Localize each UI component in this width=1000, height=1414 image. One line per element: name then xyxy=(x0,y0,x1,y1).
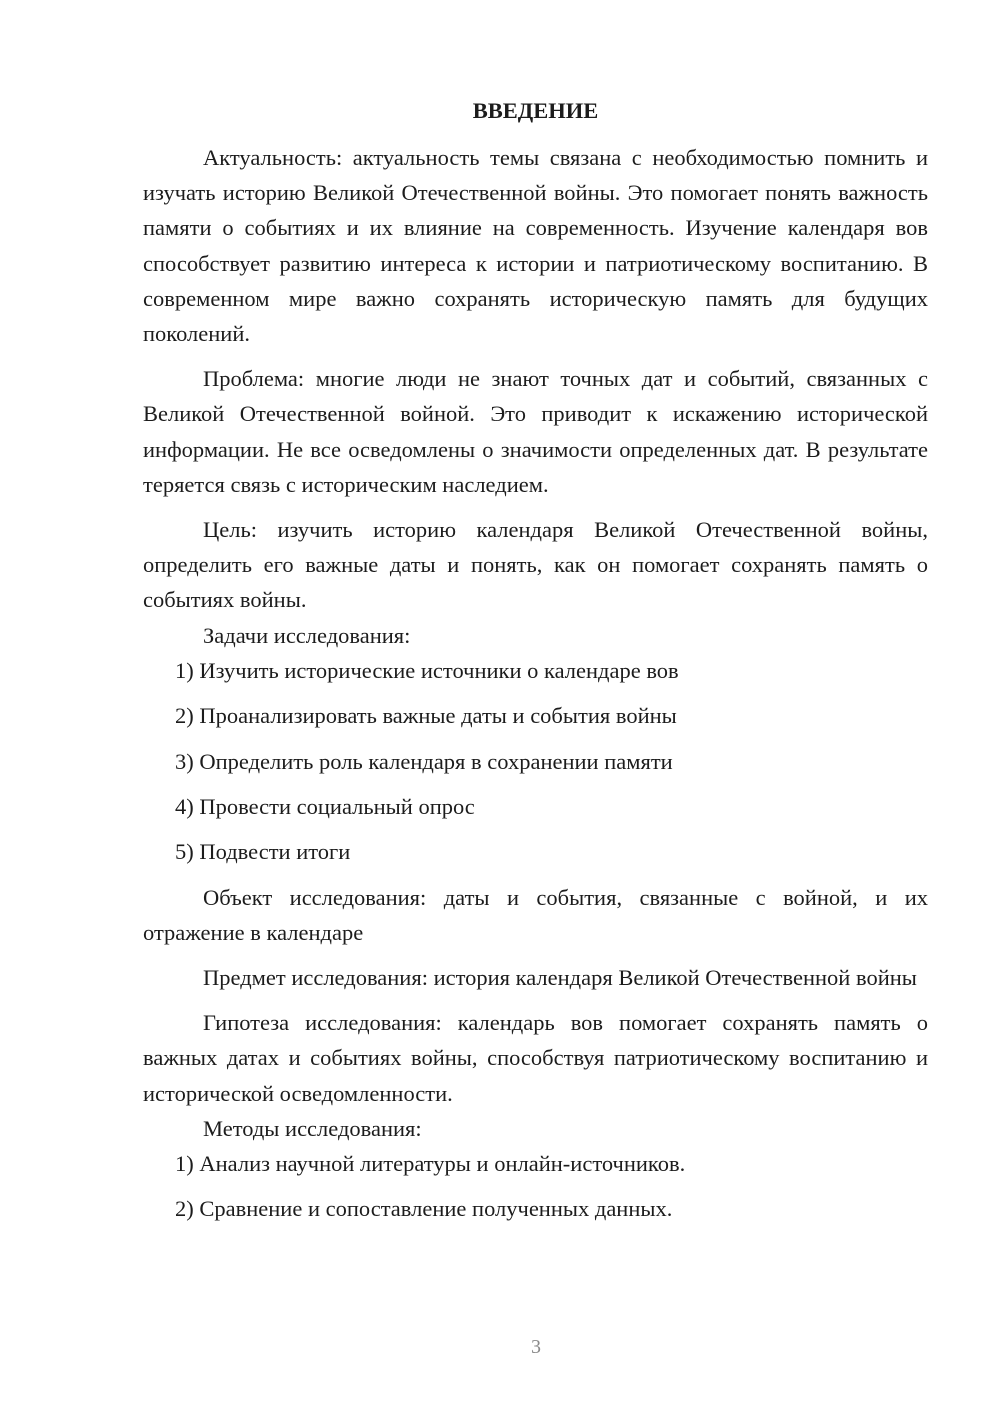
task-item: 2) Проанализировать важные даты и события войны xyxy=(175,703,677,729)
method-item: 1) Анализ научной литературы и онлайн-источников. xyxy=(175,1151,686,1177)
task-item: 4) Провести социальный опрос xyxy=(175,794,475,820)
methods-list xyxy=(143,1146,928,1227)
goal-paragraph: Цель: изучить историю календаря Великой Отечественной войны, определить его важные даты и понять, как он помогает сохранять память о событиях войны. xyxy=(143,517,928,613)
subject-paragraph: Предмет исследования: история календаря Великой Отечественной войны xyxy=(203,965,917,991)
page-number: 3 xyxy=(531,1336,541,1358)
task-item: 3) Определить роль календаря в сохранении памяти xyxy=(175,748,673,774)
task-item: 1) Изучить исторические источники о календаре вов xyxy=(175,657,679,683)
page-content xyxy=(143,95,928,1227)
object-paragraph: Объект исследования: даты и события, связанные с войной, и их отражение в календаре xyxy=(143,884,928,945)
problem-paragraph: Проблема: многие люди не знают точных дат и событий, связанных с Великой Отечественной войной. Это приводит к искажению исторической информации. Не все осведомлены о значимости определенных дат. В результате теряется связь с историческим наследием. xyxy=(143,366,928,497)
page-title: ВВЕДЕНИЕ xyxy=(472,98,599,123)
tasks-list xyxy=(143,653,928,870)
methods-heading: Методы исследования: xyxy=(203,1115,422,1141)
relevance-paragraph: Актуальность: актуальность темы связана с необходимостью помнить и изучать историю Великой Отечественной войны. Это помогает понять важность памяти о событиях и их влияние на современность. Изучение календаря вов способствует развитию интереса к истории и патриотическому воспитанию. В современном мире важно сохранять историческую память для будущих поколений. xyxy=(143,145,928,347)
method-item: 2) Сравнение и сопоставление полученных данных. xyxy=(175,1196,673,1222)
task-item: 5) Подвести итоги xyxy=(175,839,351,865)
hypothesis-paragraph: Гипотеза исследования: календарь вов помогает сохранять память о важных датах и событиях войны, способствуя патриотическому воспитанию и исторической осведомленности. xyxy=(143,1010,928,1106)
tasks-heading: Задачи исследования: xyxy=(203,622,411,648)
